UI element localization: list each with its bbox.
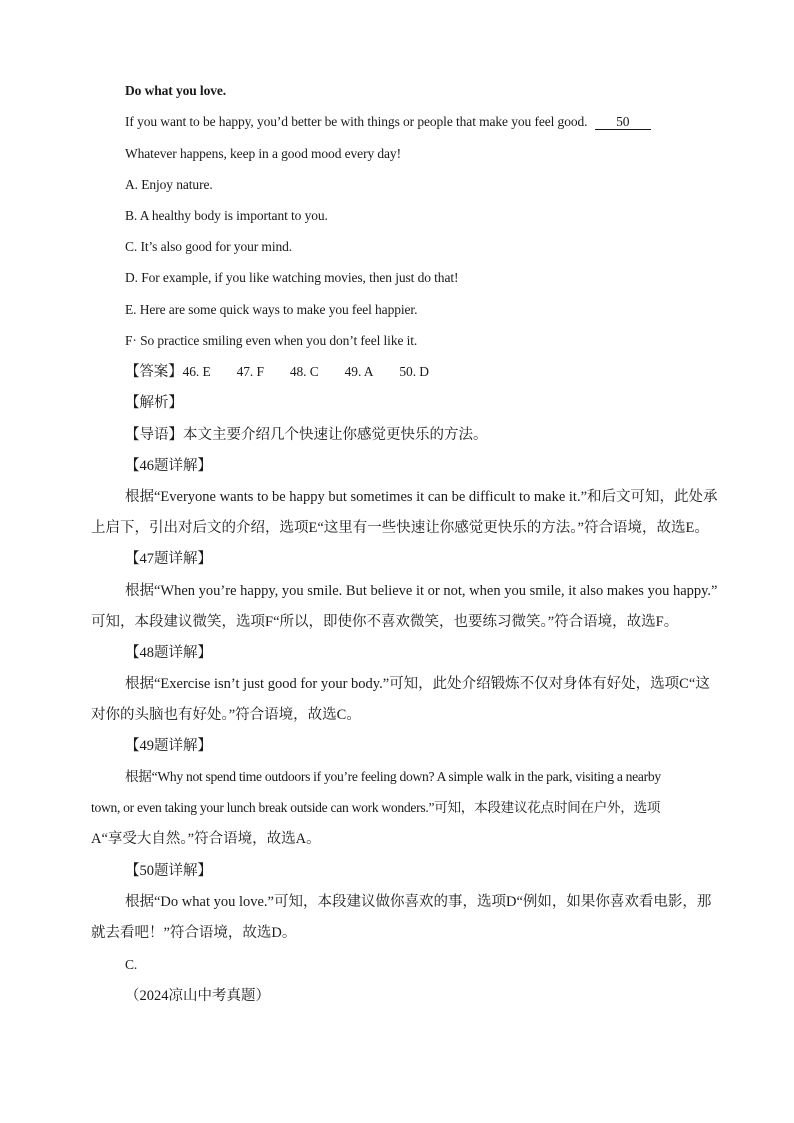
passage-sentence-2: Whatever happens, keep in a good mood every day! [125,146,401,161]
detail-48-line-1: 根据“Exercise isn’t just good for your body.”可知，此处介绍锻炼不仅对身体有好处，选项C“这 [125,676,710,692]
analysis-label: 【解析】 [125,395,183,411]
detail-50-line-1: 根据“Do what you love.”可知，本段建议做你喜欢的事，选项D“例如，如果你喜欢看电影，那 [125,894,712,910]
detail-49-line-3: A“享受大自然。”符合语境，故选A。 [91,831,321,847]
detail-heading-49: 【49题详解】 [125,738,212,754]
answer-item: 46. E [182,364,211,379]
answer-item: 49. A [344,364,374,379]
answer-label: 【答案】 [125,364,183,380]
option-c: C. It’s also good for your mind. [125,239,293,254]
detail-heading-50: 【50题详解】 [125,863,212,879]
option-e: E. Here are some quick ways to make you feel happier. [125,302,418,317]
detail-heading-48: 【48题详解】 [125,645,212,661]
answer-item: 48. C [289,364,319,379]
passage-sentence-1: If you want to be happy, you’d better be with things or people that make you feel good. [125,114,588,129]
option-b: B. A healthy body is important to you. [125,208,328,223]
passage-sentence-with-blank [125,112,651,132]
detail-46-line-1: 根据“Everyone wants to be happy but sometimes it can be difficult to make it.”和后文可知，此处承 [125,489,718,505]
detail-47-line-2: 可知，本段建议微笑，选项F“所以，即使你不喜欢微笑，也要练习微笑。”符合语境，故选F。 [91,614,679,630]
option-d: D. For example, if you like watching movies, then just do that! [125,270,459,285]
detail-49-line-1: 根据“Why not spend time outdoors if you’re feeling down? A simple walk in the park, visiting a nearby [125,769,661,784]
detail-50-line-2: 就去看吧！”符合语境，故选D。 [91,925,297,941]
option-a: A. Enjoy nature. [125,177,213,192]
answer-item: 47. F [236,364,264,379]
detail-heading-47: 【47题详解】 [125,551,212,567]
answer-line [125,362,429,382]
answer-item: 50. D [399,364,429,379]
detail-47-line-1: 根据“When you’re happy, you smile. But believe it or not, when you smile, it also makes you happy.” [125,583,718,599]
option-f: F· So practice smiling even when you don’t feel like it. [125,333,418,348]
passage-heading: Do what you love. [125,83,227,98]
detail-heading-46: 【46题详解】 [125,458,212,474]
detail-46-line-2: 上启下，引出对后文的介绍，选项E“这里有一些快速让你感觉更快乐的方法。”符合语境，故选E。 [91,520,709,536]
answer-blank-50: 50 [595,114,651,130]
next-question-label: C. [125,957,138,972]
next-question-source: （2024凉山中考真题） [125,988,270,1004]
detail-49-line-2: town, or even taking your lunch break outside can work wonders.”可知，本段建议花点时间在户外，选项 [91,800,661,815]
guide-text: 【导语】本文主要介绍几个快速让你感觉更快乐的方法。 [125,427,488,443]
detail-48-line-2: 对你的头脑也有好处。”符合语境，故选C。 [91,707,361,723]
